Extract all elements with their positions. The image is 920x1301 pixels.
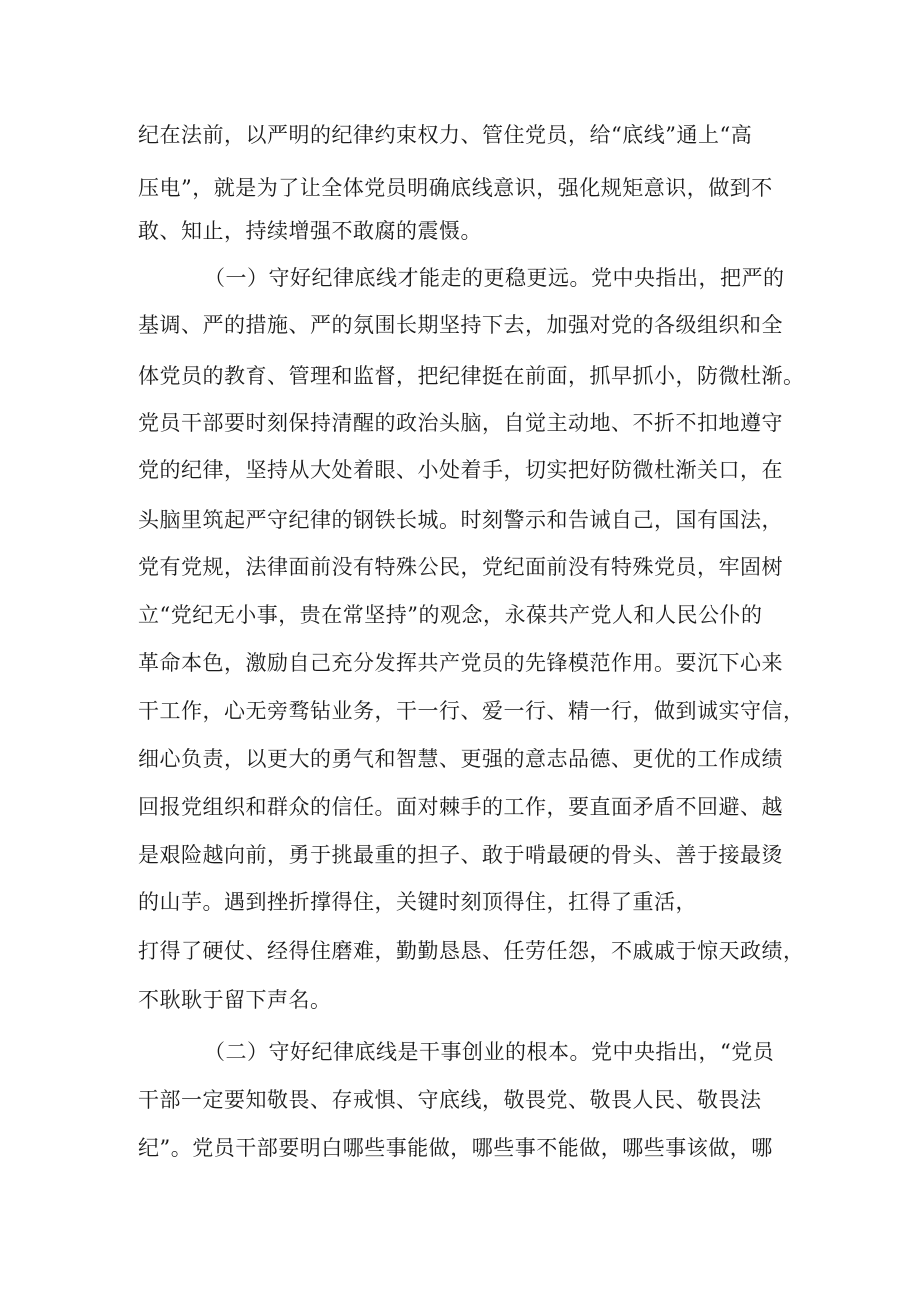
- text-line: 干部一定要知敬畏、存戒惧、守底线，敬畏党、敬畏人民、敬畏法: [138, 1088, 762, 1112]
- text-line: 打得了硬仗、经得住磨难，勤勤恳恳、任劳任怨，不戚戚于惊天政绩，: [138, 939, 805, 963]
- text-line: 党有党规，法律面前没有特殊公民，党纪面前没有特殊党员，牢固树: [138, 555, 783, 579]
- text-line: 不耿耿于留下声名。: [138, 988, 332, 1012]
- text-line: 敢、知止，持续增强不敢腐的震慑。: [138, 219, 482, 243]
- text-line: 的山芋。遇到挫折撑得住，关键时刻顶得住，扛得了重活，: [138, 890, 697, 914]
- text-line: 头脑里筑起严守纪律的钢铁长城。时刻警示和告诫自己，国有国法，: [138, 508, 783, 532]
- text-line: 纪”。党员干部要明白哪些事能做，哪些事不能做，哪些事该做，哪: [138, 1136, 773, 1160]
- text-line: 干工作，心无旁骛钻业务，干一行、爱一行、精一行，做到诚实守信，: [138, 699, 805, 723]
- text-line: 纪在法前，以严明的纪律约束权力、管住党员，给“底线”通上“高: [138, 123, 753, 147]
- text-line: 是艰险越向前，勇于挑最重的担子、敢于啃最硬的骨头、善于接最烫: [138, 843, 783, 867]
- text-line: 革命本色，激励自己充分发挥共产党员的先锋模范作用。要沉下心来: [138, 651, 783, 675]
- text-line: 回报党组织和群众的信任。面对棘手的工作，要直面矛盾不回避、越: [138, 795, 783, 819]
- text-line: 党员干部要时刻保持清醒的政治头脑，自觉主动地、不折不扣地遵守: [138, 411, 783, 435]
- paragraph-heading-1: （一）守好纪律底线才能走的更稳更远。党中央指出，把严的: [204, 266, 785, 290]
- text-line: 体党员的教育、管理和监督，把纪律挺在前面，抓早抓小，防微杜渐。: [138, 364, 805, 388]
- text-line: 压电”，就是为了让全体党员明确底线意识，强化规矩意识，做到不: [138, 176, 773, 200]
- text-line: 立“党纪无小事，贵在常坚持”的观念，永葆共产党人和人民公仆的: [138, 603, 763, 627]
- paragraph-heading-2: （二）守好纪律底线是干事创业的根本。党中央指出，“党员: [204, 1040, 775, 1064]
- text-line: 党的纪律，坚持从大处着眼、小处着手，切实把好防微杜渐关口，在: [138, 458, 783, 482]
- text-line: 细心负责，以更大的勇气和智慧、更强的意志品德、更优的工作成绩: [138, 747, 783, 771]
- text-line: 基调、严的措施、严的氛围长期坚持下去，加强对党的各级组织和全: [138, 313, 783, 337]
